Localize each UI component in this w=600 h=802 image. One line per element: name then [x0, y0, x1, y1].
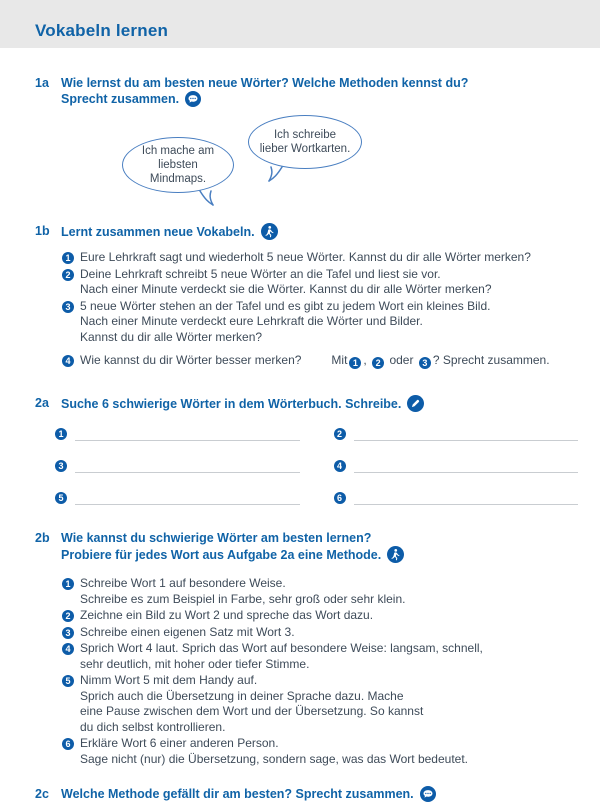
item-line: Zeichne ein Bild zu Wort 2 und spreche das Wort dazu.	[80, 608, 374, 622]
list-item	[62, 673, 578, 735]
item-line: Sprich Wort 4 laut. Sprich das Wort auf besondere Weise: langsam, schnell,	[80, 641, 483, 655]
write-in-line[interactable]	[354, 491, 579, 505]
speech-bubble-right	[248, 115, 362, 169]
item-text	[80, 673, 423, 735]
item-text	[80, 641, 483, 672]
task-1a-heading	[61, 75, 468, 107]
item-line: Deine Lehrkraft schreibt 5 neue Wörter an die Tafel und liest sie vor.	[80, 266, 441, 281]
task-1a-line1: Wie lernst du am besten neue Wörter? Welche Methoden kennst du?	[61, 76, 469, 90]
list-item	[62, 736, 578, 767]
partner-work-icon	[261, 223, 278, 240]
speech-bubble-icon	[185, 91, 201, 107]
task-2a-number: 2a	[35, 396, 49, 410]
item-line: Erkläre Wort 6 einer anderen Person.	[80, 736, 279, 750]
write-in-line[interactable]	[354, 459, 579, 473]
list-item	[62, 353, 578, 369]
speech-bubble-right-text: Ich schreibe lieber Wortkarten.	[259, 129, 351, 155]
item-line: Schreibe es zum Beispiel in Farbe, sehr groß oder sehr klein.	[80, 591, 406, 606]
blank-number-badge: 2	[334, 428, 346, 440]
item-number-badge: 2	[62, 610, 74, 622]
task-1b-heading	[61, 223, 278, 240]
write-in-line[interactable]	[354, 427, 579, 441]
list-item	[62, 608, 578, 624]
list-item	[62, 267, 578, 298]
item-line: Nach einer Minute verdeckt sie die Wörter. Kannst du dir alle Wörter merken?	[80, 282, 492, 296]
write-in-line[interactable]	[75, 427, 300, 441]
task-1b-list	[62, 250, 578, 369]
write-in-line[interactable]	[75, 459, 300, 473]
task-2b-line2-wrap	[61, 546, 404, 563]
item-line: du dich selbst kontrollieren.	[80, 719, 226, 734]
blank-number-badge: 4	[334, 460, 346, 472]
task-2c-title: Welche Methode gefällt dir am besten? Sprecht zusammen.	[61, 787, 414, 801]
item-text	[80, 299, 490, 346]
item-number-badge: 5	[62, 675, 74, 687]
partner-work-icon	[387, 546, 404, 563]
list-item	[62, 625, 578, 641]
item-number-badge: 6	[62, 738, 74, 750]
item-number-badge: 2	[62, 269, 74, 281]
item-line: Sage nicht (nur) die Übersetzung, sondern sage, was das Wort bedeutet.	[80, 751, 469, 766]
item-text	[80, 576, 405, 607]
inline-number-badge: 2	[372, 357, 384, 369]
list-item	[62, 641, 578, 672]
task-2b-number: 2b	[35, 531, 50, 545]
item-question: Wie kannst du dir Wörter besser merken?	[80, 353, 302, 367]
task-2a-heading	[61, 395, 424, 412]
inline-number-badge: 3	[419, 357, 431, 369]
item-line: 5 neue Wörter stehen an der Tafel und es gibt zu jedem Wort ein kleines Bild.	[80, 298, 491, 313]
mit-label: Mit	[331, 353, 348, 367]
item-number-badge: 1	[62, 578, 74, 590]
task-2b-line2: Probiere für jedes Wort aus Aufgabe 2a eine Methode.	[61, 548, 382, 562]
item-number-badge: 3	[62, 627, 74, 639]
item-text	[80, 250, 531, 266]
task-2c-number: 2c	[35, 787, 49, 801]
item-line: Schreibe Wort 1 auf besondere Weise.	[80, 576, 286, 590]
blank-number-badge: 5	[55, 492, 67, 504]
task-1a-line2-wrap	[61, 91, 468, 107]
list-item	[62, 299, 578, 346]
item-line: eine Pause zwischen dem Wort und der Übersetzung. So kannst	[80, 704, 424, 718]
task-2b	[35, 530, 578, 563]
speech-bubble-left-text: Ich mache am liebsten Mindmaps.	[141, 145, 215, 185]
task-2a-title: Suche 6 schwierige Wörter in dem Wörterbuch. Schreibe.	[61, 397, 402, 411]
oder-label: oder	[389, 353, 414, 367]
task-2a	[35, 395, 578, 412]
pencil-icon	[407, 395, 424, 412]
item-line: Sprich auch die Übersetzung in deiner Sprache dazu. Mache	[80, 688, 404, 703]
item-text	[80, 353, 550, 369]
item-number-badge: 1	[62, 252, 74, 264]
task-2b-heading	[61, 530, 404, 563]
item-number-badge: 3	[62, 301, 74, 313]
bubble-tail-icon	[267, 166, 283, 182]
task-1b	[35, 223, 578, 240]
item-line: Kannst du dir alle Wörter merken?	[80, 329, 263, 344]
item-line: Nimm Wort 5 mit dem Handy auf.	[80, 673, 258, 687]
list-item	[62, 576, 578, 607]
task-1b-title: Lernt zusammen neue Vokabeln.	[61, 225, 255, 239]
blank-number-badge: 1	[55, 428, 67, 440]
item-text	[80, 625, 295, 641]
blank-row	[55, 491, 300, 505]
page-header	[0, 0, 600, 48]
blank-row	[334, 427, 579, 441]
write-in-line[interactable]	[75, 491, 300, 505]
item-line: Nach einer Minute verdeckt eure Lehrkraft die Wörter und Bilder.	[80, 314, 423, 328]
item-line: Schreibe einen eigenen Satz mit Wort 3.	[80, 624, 295, 639]
blank-number-badge: 6	[334, 492, 346, 504]
blank-row	[55, 459, 300, 473]
item-line: Eure Lehrkraft sagt und wiederholt 5 neue Wörter. Kannst du dir alle Wörter merken?	[80, 250, 531, 264]
item-mit-part	[331, 353, 549, 367]
speech-bubble-zone	[0, 111, 600, 213]
task-2a-blanks	[55, 427, 578, 505]
list-item	[62, 250, 578, 266]
task-1b-number: 1b	[35, 224, 50, 238]
task-1a-number: 1a	[35, 76, 49, 90]
blank-number-badge: 3	[55, 460, 67, 472]
blank-row	[334, 459, 579, 473]
item-number-badge: 4	[62, 643, 74, 655]
item-text	[80, 736, 468, 767]
item-text	[80, 608, 373, 624]
inline-number-badge: 1	[349, 357, 361, 369]
item-number-badge: 4	[62, 355, 74, 367]
task-1a-line2: Sprecht zusammen.	[61, 92, 180, 106]
comma: ,	[363, 353, 367, 367]
blank-row	[334, 491, 579, 505]
task-1a	[35, 75, 578, 107]
blank-row	[55, 427, 300, 441]
task-2b-line1: Wie kannst du schwierige Wörter am besten lernen?	[61, 531, 372, 545]
page-title: Vokabeln lernen	[35, 21, 169, 40]
task-2b-list	[62, 576, 578, 767]
item-tail: ? Sprecht zusammen.	[432, 353, 550, 367]
item-text	[80, 267, 492, 298]
bubble-tail-icon	[199, 190, 215, 206]
speech-bubble-left	[122, 137, 234, 193]
item-line: sehr deutlich, mit hoher oder tiefer Stimme.	[80, 656, 310, 671]
